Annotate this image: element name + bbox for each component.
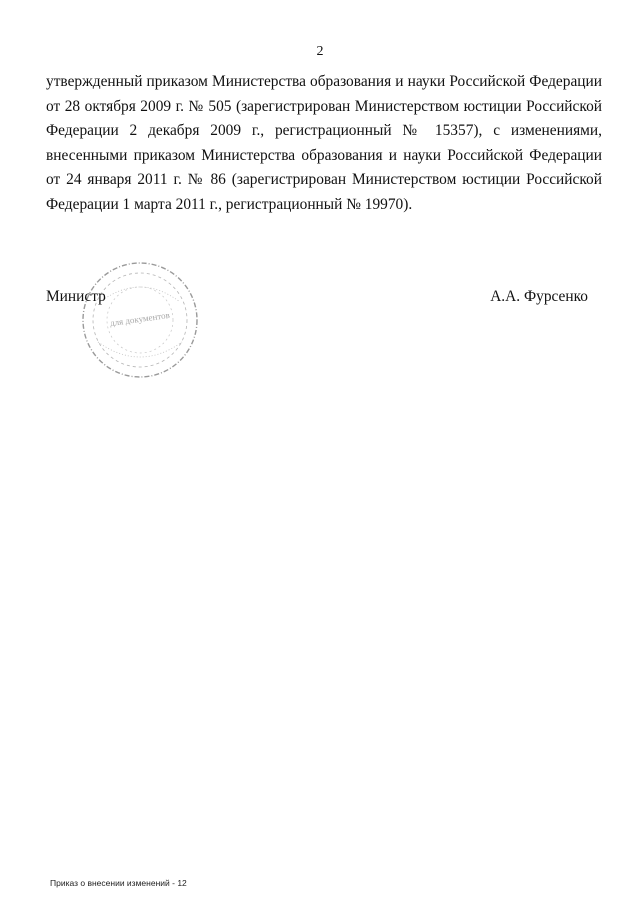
body-line: внесенными приказом Министерства образования и науки Российской Федерации xyxy=(46,146,602,164)
body-paragraph xyxy=(46,70,602,218)
body-line: Федерации 1 марта 2011 г., регистрационный № 19970). xyxy=(46,195,413,213)
body-line: утвержденный приказом Министерства образования и науки Российской Федерации xyxy=(46,73,602,90)
signature-role: Министр xyxy=(46,288,106,305)
body-line: от 28 октября 2009 г. № 505 (зарегистрирован Министерством юстиции Российской xyxy=(46,97,602,115)
footer-note: Приказ о внесении изменений - 12 xyxy=(50,878,187,888)
page-number: 2 xyxy=(316,44,324,59)
body-line: Федерации 2 декабря 2009 г., регистрационный № 15357), с изменениями, xyxy=(46,122,602,140)
signature-name: А.А. Фурсенко xyxy=(490,288,588,305)
stamp-text: для документов xyxy=(109,309,171,329)
official-stamp xyxy=(78,258,202,382)
body-line: от 24 января 2011 г. № 86 (зарегистрирован Министерством юстиции Российской xyxy=(46,171,602,189)
